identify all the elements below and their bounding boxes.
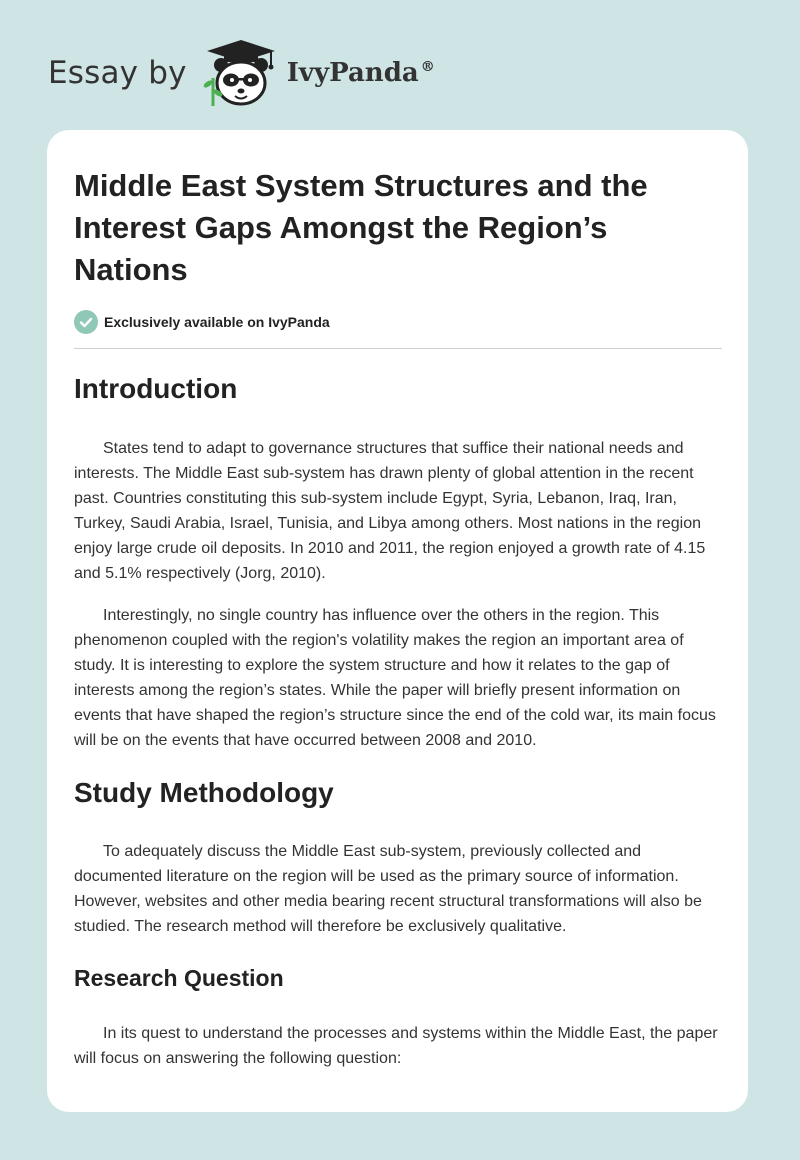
title-divider: [74, 348, 722, 349]
brand-name[interactable]: [287, 58, 435, 88]
essay-by-label: Essay by: [48, 55, 187, 91]
essay-card: [47, 130, 748, 1112]
exclusive-badge: [74, 309, 722, 335]
section-heading-introduction: Introduction: [74, 373, 238, 404]
introduction-paragraph-1: States tend to adapt to governance structures that suffice their national needs and interests. The Middle East sub-system has drawn plenty of global attention in the recent past. Countries constituting this sub-system include Egypt, Syria, Lebanon, Iraq, Iran, Turkey, Saudi Arabia, Israel, Tunisia, and Libya among others. Most nations in the region enjoy large crude oil deposits. In 2010 and 2011, the region enjoyed a growth rate of 4.15 and 5.1% respectively (Jorg, 2010).: [74, 440, 706, 582]
registered-mark: ®: [420, 59, 435, 76]
brand-name-text: IvyPanda: [286, 58, 419, 88]
panda-logo-icon[interactable]: [201, 38, 281, 108]
section-heading-methodology: Study Methodology: [74, 777, 334, 808]
page-title: Middle East System Structures and the Interest Gaps Amongst the Region’s Nations: [74, 168, 648, 287]
section-heading-research-question: Research Question: [74, 965, 284, 991]
site-header: [48, 38, 435, 108]
check-circle-icon: [74, 310, 98, 334]
exclusive-label: Exclusively available on IvyPanda: [104, 314, 330, 330]
methodology-paragraph-1: To adequately discuss the Middle East sub-system, previously collected and documented literature on the region will be used as the primary source of information. However, websites and other media bearing recent structural transformations will also be studied. The research method will therefore be exclusively qualitative.: [74, 843, 702, 935]
introduction-paragraph-2: Interestingly, no single country has influence over the others in the region. This phenomenon coupled with the region's volatility makes the region an important area of study. It is interesting to explore the system structure and how it relates to the gap of interests among the region’s states. While the paper will briefly present information on events that have shaped the region’s structure since the end of the cold war, its main focus will be on the events that have occurred between 2008 and 2010.: [74, 607, 716, 749]
research-question-paragraph-1: In its quest to understand the processes and systems within the Middle East, the paper will focus on answering the following question:: [74, 1025, 718, 1067]
